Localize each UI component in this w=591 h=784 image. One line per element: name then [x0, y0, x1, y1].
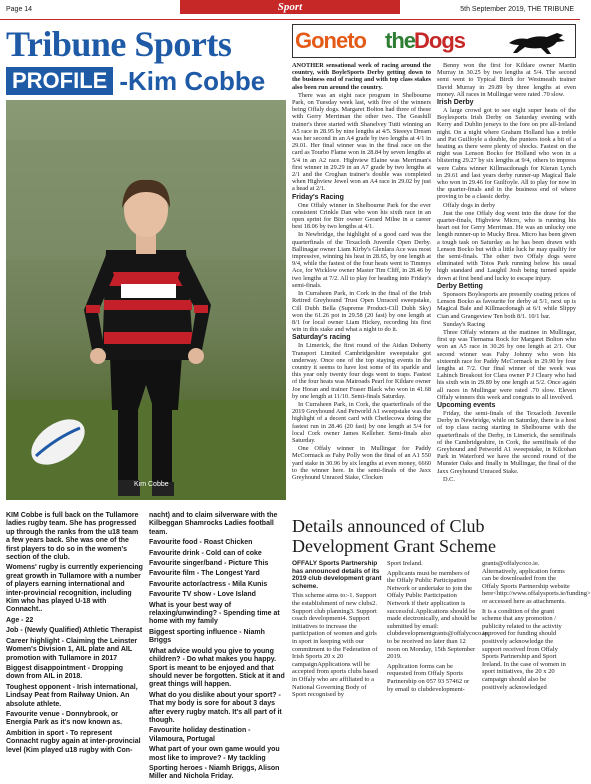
dogs-paragraph: One Offaly winner in Mullingar for Paddy McCormack as Fahy Polly won the final of an A1 550 yard stake in 30.96 by six lengths at even money, 6660 to the winner here. In the semi-finals of the Jaxx Greyhound Unraced Stake, Clocken [292, 445, 431, 481]
dogs-paragraph: Friday, the semi-finals of the Texacloth Juvenile Derby in Newbridge, while on Saturday, there is a host of top class racing starting in Shelbourne with the quarterfinals of the Derby, in Limerick, the semifinals of the Cambridgeshire, in Cork, the semifinals of the Greyhound and Petworld A1 sweepstake, in Kilcohan Park in Waterford we have the second round of the Munster Oaks and finally in Mullingar, the final of the Jaxx Greyhound Unraced Stake. [437, 409, 576, 475]
dogs-paragraph: ANOTHER sensational week of racing around the country, with BoyleSports Derby getting down to the business end of racing and with top class stakes also been run around the country. [292, 62, 431, 91]
profile-badge: PROFILE [6, 67, 113, 95]
profile-section [6, 24, 286, 500]
dogs-paragraph: D.C. [443, 475, 455, 483]
page-number: Page 14 [6, 6, 33, 13]
profile-paragraph: Favourite actor/actress - Mila Kunis [149, 580, 268, 588]
dogs-paragraph: Sunday's Racing [443, 320, 485, 328]
logo-word-2: the [385, 28, 415, 53]
dogs-paragraph: In Curraheen Park, in Cork, the quarterfinals of the 2019 Greyhound And Petworld A1 sweepstake was the highlight of a decent card with Chetlecowa doing the fastest run in 28.46 (20 fast) by one length at 5/4 for local Cork owner James Kelleher. Semi-finals also Saturday. [292, 400, 431, 444]
club-column-1 [292, 560, 382, 701]
profile-paragraph: What is your best way of relaxing/unwinding? - Spending time at home with my family [149, 601, 280, 626]
dogs-subheading: Friday's Racing [292, 193, 344, 201]
club-paragraph: It is a condition of the grant scheme that any promotion / publicity related to the activity approved for funding should positively acknowledge the support received from Offaly Sports Partnership and Sport Ireland. In the case of women in sport initiatives, the 20 x 20 campaign should also be positively acknowledged [482, 607, 566, 691]
profile-text [6, 512, 286, 784]
profile-paragraph: What part of your own game would you most like to improve? - My tackling [149, 746, 280, 762]
profile-paragraph: Favourite film - The Longest Yard [149, 570, 260, 578]
profile-paragraph: Favourite holiday destination - Vilamoura, Portugal [149, 727, 251, 743]
profile-heading [6, 66, 286, 96]
player-photo-illustration [6, 100, 286, 500]
profile-paragraph: Job - (Newly Qualified) Athletic Therapist [6, 627, 143, 635]
profile-paragraph: Favourite singer/band - Picture This [149, 560, 269, 568]
profile-paragraph: Womens' rugby is currently experiencing great growth in Tullamore with a number of players earning international and inter-provincial recognition, including Kim who has played U-18 with Connacht.. [6, 564, 143, 614]
issue-date: 5th September 2019, THE TRIBUNE [460, 6, 574, 13]
profile-paragraph: Favourite venue - Donnybrook, or Energia Park as it's now known as. [6, 710, 123, 727]
dogs-paragraph: Offaly dogs in derby [443, 201, 496, 209]
dogs-paragraph: Just the one Offaly dog went into the draw for the quarter-finals, Highview Micro, who is running his heart out for Gerry Merriman. He was an unlucky one length runner-up to Mucky Brea. Micro has been given a tough task on Saturday as he has been drawn with Lenson Bocko but with a little luck he may qualify for the semi-finals. The other two Offaly dogs were eliminated with Totos Park running below his usual high standard and Laughil Josh being turned upside down at first bend and lucky to escape injury. [437, 209, 576, 282]
profile-paragraph: Favourite food - Roast Chicken [149, 539, 253, 547]
dogs-paragraph: There was an eight race program in Shelbourne Park, on Tuesday week last, with five of the winners being Offaly dogs. Margaret Bolton had three of these with Gerry Merriman the other two. The Geashill trainer's three started with Shanelvey Tutti winning an A5 race in 28.95 by nine lengths at 4/5. Steeeys Dream was her second in an A4 grade by two lengths at 4/1 in 29.01. Her final winner was in the final race on the card as Tourbo Flame won in 28.84 by seven lengths at 5/4 in an A2 race. Highview Elaine was Merriman's first winner in 29.29 in an A7 grade by two lengths at 2/1 and the Croghan trainer's double was completed when Highview Jewel won an A4 race in 29.02 by just a head at 2/1. [292, 91, 431, 193]
profile-paragraph: nacht) and to claim silverware with the Kilbeggan Shamrocks Ladies football team. [149, 512, 278, 536]
profile-paragraph: Favourite TV show - Love Island [149, 591, 256, 599]
dogs-subheading: Upcoming events [437, 401, 496, 409]
profile-title: Tribune Sports [6, 24, 232, 64]
profile-paragraph: Age - 22 [6, 616, 34, 624]
dogs-paragraph: Benny won the first for Kildare owner Martin Murray in 30.25 by two lengths at 5/4. The second semi went to Typical Birch for Westmeath trainer David Murray in 29.89 by three lengths at even money. All races in Mullingar were rated .70 slow. [437, 62, 576, 98]
club-paragraph: OFFALY Sports Partnership has announced details of its 2019 club development grant scheme. [292, 560, 382, 590]
profile-name: -Kim Cobbe [119, 65, 266, 96]
profile-paragraph: Career highlight - Claiming the Leinster Women's Division 1, AIL plate and AIL promotion with Tullamore in 2017 [6, 637, 138, 662]
dogs-subheading: Saturday's racing [292, 334, 351, 342]
dogs-column-1 [292, 62, 431, 484]
dogs-paragraph: One Offaly winner in Shelbourne Park for the ever consistent Crinkle Dan who won his sixth race in an open sprint for Birr owner Gerard Milne in a career best 18.06 by two lengths at 4/1. [292, 201, 431, 231]
dogs-paragraph: In Limerick, the first round of the Aidan Doherty Transport Limited Cambridgeshire sweepstake got underway. Once one of the top staying events in the country it seems to have lost some of its sparkle and this year only twenty four dogs went to traps. Fastest of the four heats was Mairoads Pearl for Kildare owner Joe Horan and trainer Fraser Black who won in 41.68 by one length at 11/10. Semi-finals Saturday. [292, 342, 432, 400]
logo-word-3: Dogs [414, 28, 465, 53]
profile-column-1 [6, 512, 143, 784]
club-grant-headline: Details announced of Club Development Grant Scheme [292, 516, 496, 556]
page-header [0, 0, 580, 20]
profile-paragraph: KIM Cobbe is full back on the Tullamore ladies rugby team. She has progressed up through the ranks from the u18 team a few years back. She was one of the first players to do so in the women's section of the club. [6, 512, 139, 562]
dogs-paragraph: A large crowd got to see eight super heats of the Boylesports Irish Derby on Saturday evening with Kerry and Dublin jerseys to the fore on pre all-Ireland night. On a night where Graham Holland has a treble and Pat Guilfoyle a double, the punters took a bit of a beating as there were plenty of shocks. Fastest on the night was Lenson Bocko for Holland who won in a blistering 29.27 by six lengths at 9/4, others to impress were Cabra winner Killmacdonagh for Kieran Lynch in 29.61 and last years derby runner-up Magical Bale who won in 29.46 for Guilfoyle. All to play for now in the quarter-finals and in the business end of where proving to be a classic derby. [437, 107, 576, 201]
player-photo [6, 100, 286, 500]
dogs-paragraph: Sponsors Boylesports are presently coating prices of Lenson Bocko as favourite for derby at 5/1, next up is Magical Bale and Killmacdonagh at 6/1 while Slippy Cian and Grangeview Ten both 8/1. 10/1 bar. [437, 290, 576, 320]
club-column-3 [482, 560, 591, 701]
club-paragraph: Sport Ireland. [387, 560, 423, 567]
club-grant-article [292, 560, 591, 701]
profile-column-2 [149, 512, 286, 784]
dogs-subheading: Irish Derby [437, 99, 474, 107]
club-paragraph: Application forms can be requested from Offaly Sports Partnership on 057 93 57462 or by email to clubdevelopment- [387, 662, 470, 693]
profile-paragraph: What advice would you give to young children? - Do what makes you happy. Sport is meant to be enjoyed and that should never be forgotten. Stick at it and great things will happen. [149, 647, 285, 689]
dogs-section [292, 24, 576, 484]
greyhound-icon [507, 29, 571, 55]
profile-paragraph: Sporting heroes - Niamh Briggs, Alison Miller and Nichola Friday. [149, 764, 280, 781]
club-paragraph: This scheme aims to:-1. Support the establishment of new clubs2. Support club planning3. Support coach development4. Support initiatives to increase the participation of women and girls in sport in keeping with our commitment to the Federation of Irish Sports 20 x 20 campaignApplications will be accepted from sports clubs based in Offaly who are affiliated to a National Governing Body of Sport recognised by [292, 592, 378, 699]
dogs-paragraph: In Curraheen Park, in Cork in the final of the Irish Retired Greyhound Trust Open Unraced sweepstake, Cill Dubh Bella (Supreme Product-Cill Dubh Sky) won the 61.26 pot in 29.58 (20 fast) by one length at 8/1 for local owner Liam Hickey, recording his first win in this stake and what a night to do it. [292, 290, 431, 334]
gone-to-the-dogs-logo [292, 24, 576, 58]
dogs-paragraph: Three Offaly winners at the matinee in Mullingar, first up was Tiernama Rock for Margaret Bolton who won an A5 race in 30.26 by one length at 2/1. Our second winner was Fahy Johnny who won his sixteenth race for Paddy McCormack in 29.90 by four lengths at 7/2. Our final winner of the week was Lahinch Breakout for Clara owner P J Cleary who had his sixth win in 29.89 by one length at 5/2. Once again all races in Mullingar were rated .70 slow. Eleven Offaly winners this week and congrats to all involved. [437, 328, 576, 401]
club-paragraph: grants@offalycoco.ie. Alternatively, application forms can be downloaded from the Offaly Sports Partnership website here<http://www.offalysports.ie/funding> or accessed here as attachments. [482, 560, 591, 605]
profile-paragraph: Favourite drink - Cold can of coke [149, 549, 262, 557]
dogs-article [292, 62, 576, 484]
club-column-2 [387, 560, 490, 701]
profile-paragraph: What do you dislike about your sport? - That my body is sore for about 3 days after every rugby match. It's all part of it though. [149, 691, 282, 724]
profile-paragraph: Biggest disappointment - Dropping down from AIL in 2018. [6, 664, 124, 681]
profile-paragraph: Toughest opponent - Irish international, Lindsay Peat from Railway Union. An absolute athlete. [6, 683, 138, 708]
section-label: Sport [180, 0, 400, 14]
dogs-subheading: Derby Betting [437, 282, 483, 290]
logo-word-1: Goneto [295, 28, 366, 53]
profile-paragraph: Biggest sporting influence - Niamh Briggs [149, 628, 265, 645]
club-grant-section [292, 516, 591, 701]
photo-caption: Kim Cobbe [134, 481, 169, 488]
club-paragraph: Applicants must be members of the Offaly Public Participation Network or undertake to join the Offaly Public Participation Network if their application is successful.Applications should be made electronically, and should be submitted by email: clubdevelopmentgrants@offalycoco.ie, to be received no later than 12 noon on Monday, 15th September 2019. [387, 569, 490, 661]
dogs-paragraph: In Newbridge, the highlight of a good card was the quarterfinals of the Texacloth Juvenile Open Derby. Ballinagar owner Liam Kirby's Glenlara Ace was most impressive, winning his heat in 28.65, by one length at 9/4, while the fastest of the four heats went to Timmys Ace, for Wicklow owner Master Tim Cliff, in 28.46 by two lengths at 7/2. All to play for heading into Friday's semi-finals. [292, 231, 431, 289]
profile-paragraph: Ambition in sport - To represent Connacht rugby again at inter-provincial level (Kim played u18 rugby with Con- [6, 729, 141, 754]
dogs-column-2 [437, 62, 576, 484]
